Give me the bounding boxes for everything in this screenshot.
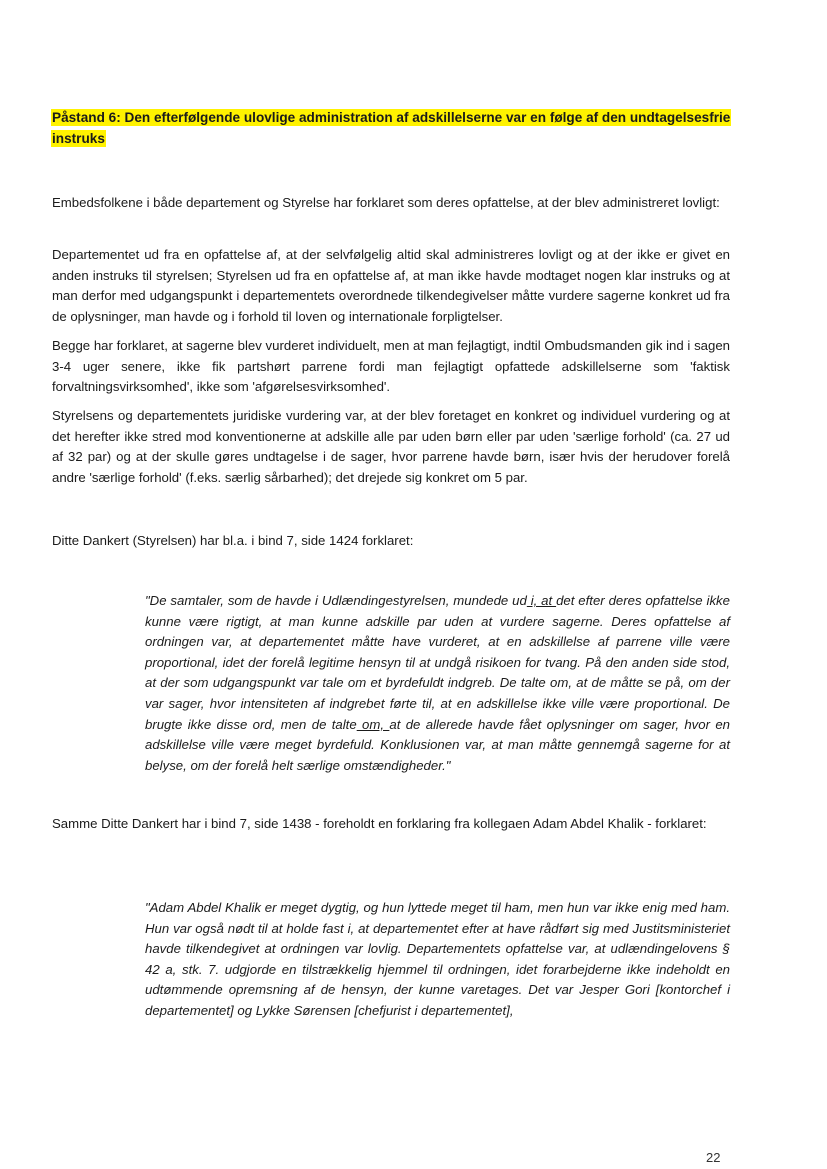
- quote-1: [145, 591, 730, 776]
- quote-2: "Adam Abdel Khalik er meget dygtig, og hun lyttede meget til ham, men hun var ikke enig med ham. Hun var også nødt til at holde fast i, at departementet efter at have rådført sig med Justitsministeriet havde tilkendegivet at ordningen var lovlig. Departementets opfattelse var, at udlændingelovens § 42 a, stk. 7. udgjorde en tilstrækkelig hjemmel til ordningen, idet forarbejderne ikke indeholdt en udtømmende opremsning af de hensyn, der kunne varetages. Det var Jesper Gori [kontorchef i departementet] og Lykke Sørensen [chefjurist i departementet],: [145, 900, 730, 1018]
- section-heading: [51, 107, 731, 149]
- highlighted-heading-text: Påstand 6: Den efterfølgende ulovlige administration af adskillelserne var en følge af den undtagelsesfrie instruks: [52, 110, 731, 146]
- paragraph-6: Samme Ditte Dankert har i bind 7, side 1438 - foreholdt en forklaring fra kollegaen Adam Abdel Khalik - forklaret:: [52, 816, 707, 831]
- paragraph-3: Begge har forklaret, at sagerne blev vurderet individuelt, men at man fejlagtigt, indtil Ombudsmanden gik ind i sagen 3-4 uger senere, ikke fik partshørt parrene fordi man fejlagtigt opfattede adskillelserne som 'faktisk forvaltningsvirksomhed', ikke som 'afgørelsesvirksomhed'.: [52, 338, 730, 394]
- quote-1-part-1: "De samtaler, som de havde i Udlændingestyrelsen, mundede ud: [145, 593, 527, 608]
- quote-1-underlined-2: om,: [356, 716, 390, 732]
- paragraph-5: Ditte Dankert (Styrelsen) har bl.a. i bind 7, side 1424 forklaret:: [52, 533, 414, 548]
- paragraph-1: Embedsfolkene i både departement og Styrelse har forklaret som deres opfattelse, at der blev administreret lovligt:: [52, 195, 720, 210]
- quote-1-part-3: at de allerede havde fået oplysninger om sager, hvor en adskillelse ville være meget byrdefuld. Konklusionen var, at man måtte gennemgå sagerne for at belyse, om der forelå helt særlige omstændigheder.": [145, 716, 731, 773]
- paragraph-2: Departementet ud fra en opfattelse af, at der selvfølgelig altid skal administreres lovligt og at der ikke er givet en anden instruks til styrelsen; Styrelsen ud fra en opfattelse af, at man ikke havde modtaget nogen klar instruks og at man derfor med udgangspunkt i departementets overordnede tilkendegivelser måtte vurdere sagerne konkret ud fra de oplysninger, man havde og i forhold til loven og internationale forpligtelser.: [52, 247, 730, 324]
- page-number: 22: [706, 1150, 721, 1165]
- paragraph-4: Styrelsens og departementets juridiske vurdering var, at der blev foretaget en konkret og individuel vurdering og at det herefter ikke stred mod konventionerne at adskille alle par uden børn eller par uden 'særlige forhold' (ca. 27 ud af 32 par) og at der skulle gøres undtagelse i de sager, hvor parrene havde børn, især hvis der herudover forelå andre 'særlige forhold' (f.eks. særlig sårbarhed); det drejede sig konkret om 5 par.: [52, 408, 730, 485]
- quote-1-part-2: det efter deres opfattelse ikke kunne være rigtigt, at man kunne adskille par uden at vurdere sagerne. Deres opfattelse af ordningen var, at departementet måtte have vurderet, at en adskillelse af parrene ville være proportional, idet der forelå legitime hensyn til at undgå risikoen for tvang. På den anden side stod, at der som udgangspunkt var tale om et byrdefuldt indgreb. De talte om, at de måtte se på, om der var sager, hvor intensiteten af indgrebet førte til, at en adskillelse ikke ville være proportional. De brugte ikke disse ord, men de talte: [145, 593, 730, 732]
- quote-1-underlined-1: i, at: [526, 593, 557, 608]
